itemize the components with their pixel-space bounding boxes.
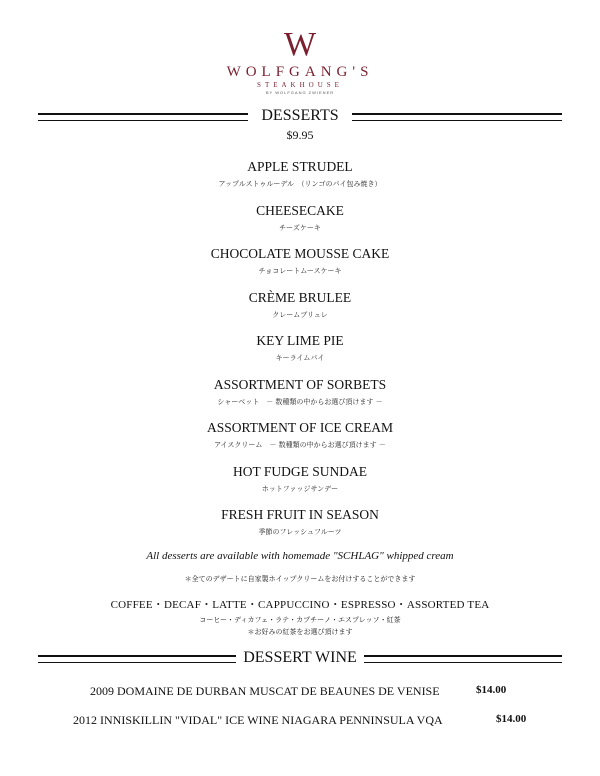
coffee-options: COFFEE・DECAF・LATTE・CAPPUCCINO・ESPRESSO・ASSORTED TEA (110, 599, 490, 611)
coffee-options-jp-block (0, 614, 600, 638)
dessert-name-jp: キーライムパイ (275, 354, 325, 362)
dessert-name-jp: 季節のフレッシュフルーツ (258, 528, 342, 536)
wine-name: 2012 INNISKILLIN "VIDAL" ICE WINE NIAGARA PENNINSULA VQA (73, 713, 443, 727)
dessert-item (0, 419, 600, 463)
dessert-item (0, 158, 600, 202)
dessert-name: ASSORTMENT OF SORBETS (213, 376, 387, 392)
dessert-name: KEY LIME PIE (256, 333, 344, 348)
restaurant-logo (0, 28, 600, 95)
dessert-name-jp: シャーベット － 数種類の中からお選び頂けます － (217, 397, 383, 406)
dessert-name: CHEESECAKE (256, 202, 344, 218)
dessert-name-jp: チーズケーキ (279, 223, 321, 232)
dessert-item (0, 463, 600, 507)
dessert-name-jp: ホットファッジサンデー (261, 484, 339, 493)
logo-name: WOLFGANG'S (226, 64, 374, 80)
dessert-name-jp: クレームブリュレ (272, 310, 328, 319)
dessert-item (0, 332, 600, 376)
desserts-heading: DESSERTS (255, 107, 344, 124)
tea-note-jp: ＊お好みの紅茶をお選び頂けます (247, 628, 353, 636)
dessert-name: APPLE STRUDEL (247, 159, 353, 174)
dessert-item (0, 506, 600, 550)
dessert-item (0, 289, 600, 333)
wine-name: 2009 DOMAINE DE DURBAN MUSCAT DE BEAUNES DE VENISE (90, 684, 440, 698)
wine-price: $14.00 (496, 713, 527, 725)
logo-monogram: W (283, 26, 317, 63)
dessert-item (0, 376, 600, 420)
wine-heading: DESSERT WINE (237, 649, 363, 666)
dessert-name: CRÈME BRULEE (248, 289, 352, 305)
dessert-name: FRESH FRUIT IN SEASON (221, 507, 379, 522)
dessert-list (0, 158, 600, 550)
wine-section-header (38, 648, 562, 668)
logo-subtitle: STEAKHOUSE (257, 81, 343, 89)
dessert-name-jp: アップルストゥルーデル （リンゴのパイ包み焼き） (218, 180, 382, 188)
dessert-name: HOT FUDGE SUNDAE (232, 463, 367, 479)
dessert-item (0, 245, 600, 289)
logo-tagline: BY WOLFGANG ZWIENER (265, 90, 335, 95)
dessert-name-jp: チョコレートムースケーキ (258, 267, 342, 275)
coffee-options-jp: コーヒー・ディカフェ・ラテ・カプチーノ・エスプレッソ・紅茶 (199, 616, 401, 624)
whipped-cream-note: All desserts are available with homemade "SCHLAG" whipped cream (146, 550, 454, 562)
desserts-price: $9.95 (286, 128, 314, 142)
whipped-cream-note-jp: ＊全てのデザートに自家製ホイップクリームをお付けすることができます (184, 575, 416, 583)
desserts-section-header (38, 106, 562, 126)
dessert-item (0, 202, 600, 246)
dessert-name-jp: アイスクリーム － 数種類の中からお選び頂けます － (214, 441, 386, 449)
dessert-name: CHOCOLATE MOUSSE CAKE (210, 246, 390, 261)
wine-price: $14.00 (476, 684, 507, 696)
dessert-name: ASSORTMENT OF ICE CREAM (206, 420, 394, 435)
